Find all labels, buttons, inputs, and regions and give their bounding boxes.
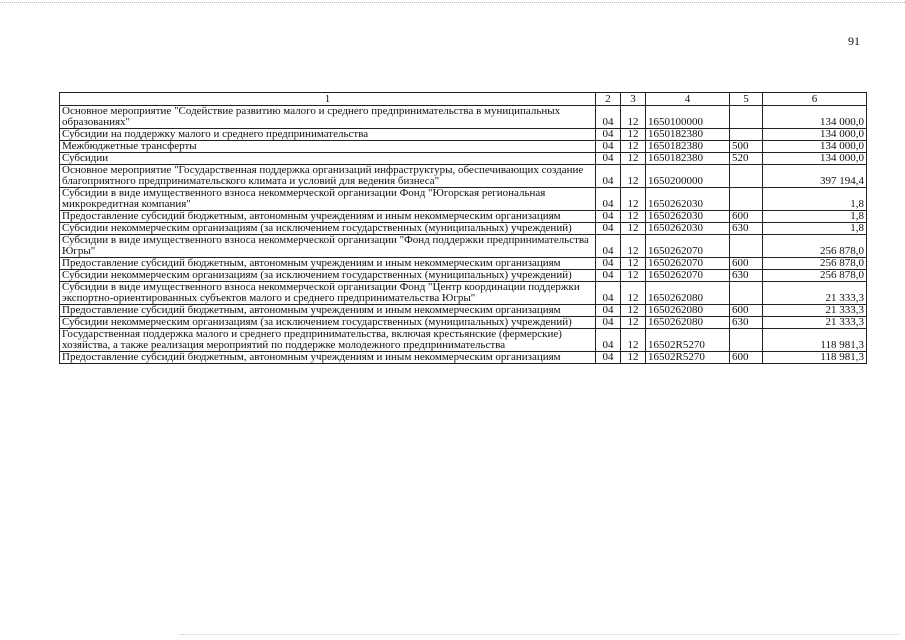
- row-section: 04: [596, 129, 621, 141]
- scan-noise-bottom: [180, 634, 900, 635]
- table-row: [60, 153, 867, 165]
- row-amount: 256 878,0: [763, 258, 867, 270]
- row-subsection: 12: [621, 165, 646, 188]
- row-section: 04: [596, 188, 621, 211]
- row-expense-type: 630: [730, 223, 763, 235]
- row-amount: 21 333,3: [763, 282, 867, 305]
- table-row: [60, 305, 867, 317]
- row-name: Субсидии в виде имущественного взноса некоммерческой организации "Фонд поддержки предпринимательства Югры": [60, 235, 596, 258]
- row-expense-type: [730, 235, 763, 258]
- row-expense-type: [730, 106, 763, 129]
- table-row: [60, 165, 867, 188]
- col-header-section: 2: [596, 93, 621, 106]
- row-expense-type: 600: [730, 352, 763, 364]
- row-expense-type: 630: [730, 270, 763, 282]
- row-amount: 134 000,0: [763, 129, 867, 141]
- row-expense-type: [730, 282, 763, 305]
- row-name: Государственная поддержка малого и среднего предпринимательства, включая крестьянские (фермерские) хозяйства, а также реализация мероприятий по поддержке молодежного предпринимательства: [60, 329, 596, 352]
- row-expense-type: 600: [730, 211, 763, 223]
- row-subsection: 12: [621, 129, 646, 141]
- row-amount: 134 000,0: [763, 106, 867, 129]
- table-row: [60, 270, 867, 282]
- row-amount: 118 981,3: [763, 352, 867, 364]
- row-amount: 134 000,0: [763, 141, 867, 153]
- row-section: 04: [596, 317, 621, 329]
- row-target-article: 1650262030: [646, 188, 730, 211]
- row-target-article: 1650262070: [646, 270, 730, 282]
- row-name: Основное мероприятие "Государственная поддержка организаций инфраструктуры, обеспечивающих создание благоприятного предпринимательского климата и условий для ведения бизнеса": [60, 165, 596, 188]
- row-name: Предоставление субсидий бюджетным, автономным учреждениям и иным некоммерческим организациям: [60, 352, 596, 364]
- row-expense-type: 520: [730, 153, 763, 165]
- row-expense-type: [730, 188, 763, 211]
- row-name: Субсидии в виде имущественного взноса некоммерческой организации Фонд "Центр координации поддержки экспортно-ориентированных субъектов малого и среднего предпринимательства Югры": [60, 282, 596, 305]
- row-subsection: 12: [621, 270, 646, 282]
- col-header-target-article: 4: [646, 93, 730, 106]
- row-subsection: 12: [621, 352, 646, 364]
- row-amount: 256 878,0: [763, 235, 867, 258]
- row-target-article: 1650262030: [646, 211, 730, 223]
- table-row: [60, 141, 867, 153]
- row-amount: 134 000,0: [763, 153, 867, 165]
- row-section: 04: [596, 141, 621, 153]
- table-row: [60, 188, 867, 211]
- table-row: [60, 223, 867, 235]
- table-row: [60, 235, 867, 258]
- table-row: [60, 258, 867, 270]
- row-subsection: 12: [621, 305, 646, 317]
- row-amount: 1,8: [763, 188, 867, 211]
- header-row: [60, 93, 867, 106]
- col-header-expense-type: 5: [730, 93, 763, 106]
- row-section: 04: [596, 153, 621, 165]
- row-target-article: 1650100000: [646, 106, 730, 129]
- row-subsection: 12: [621, 153, 646, 165]
- row-name: Субсидии: [60, 153, 596, 165]
- table-row: [60, 106, 867, 129]
- row-section: 04: [596, 282, 621, 305]
- table-row: [60, 317, 867, 329]
- row-target-article: 1650182380: [646, 153, 730, 165]
- row-target-article: 1650200000: [646, 165, 730, 188]
- row-target-article: 1650262080: [646, 317, 730, 329]
- table-row: [60, 352, 867, 364]
- row-subsection: 12: [621, 235, 646, 258]
- row-expense-type: 600: [730, 258, 763, 270]
- row-amount: 21 333,3: [763, 305, 867, 317]
- row-expense-type: [730, 165, 763, 188]
- page-number: 91: [848, 34, 860, 48]
- row-target-article: 1650262070: [646, 235, 730, 258]
- row-target-article: 1650262070: [646, 258, 730, 270]
- row-subsection: 12: [621, 223, 646, 235]
- col-header-subsection: 3: [621, 93, 646, 106]
- row-expense-type: 630: [730, 317, 763, 329]
- budget-table: [59, 92, 867, 364]
- row-section: 04: [596, 258, 621, 270]
- row-name: Межбюджетные трансферты: [60, 141, 596, 153]
- row-name: Субсидии на поддержку малого и среднего предпринимательства: [60, 129, 596, 141]
- row-subsection: 12: [621, 106, 646, 129]
- scan-noise-top: [0, 2, 905, 3]
- row-name: Субсидии некоммерческим организациям (за исключением государственных (муниципальных) учреждений): [60, 317, 596, 329]
- row-amount: 118 981,3: [763, 329, 867, 352]
- row-target-article: 1650262030: [646, 223, 730, 235]
- row-target-article: 1650262080: [646, 305, 730, 317]
- row-amount: 1,8: [763, 223, 867, 235]
- row-target-article: 16502R5270: [646, 352, 730, 364]
- table-row: [60, 211, 867, 223]
- row-name: Предоставление субсидий бюджетным, автономным учреждениям и иным некоммерческим организациям: [60, 258, 596, 270]
- row-name: Субсидии некоммерческим организациям (за исключением государственных (муниципальных) учреждений): [60, 270, 596, 282]
- row-section: 04: [596, 211, 621, 223]
- row-expense-type: [730, 329, 763, 352]
- row-name: Основное мероприятие "Содействие развитию малого и среднего предпринимательства в муниципальных образованиях": [60, 106, 596, 129]
- row-expense-type: 500: [730, 141, 763, 153]
- row-amount: 1,8: [763, 211, 867, 223]
- row-amount: 21 333,3: [763, 317, 867, 329]
- row-section: 04: [596, 235, 621, 258]
- row-name: Предоставление субсидий бюджетным, автономным учреждениям и иным некоммерческим организациям: [60, 305, 596, 317]
- row-subsection: 12: [621, 317, 646, 329]
- row-section: 04: [596, 223, 621, 235]
- row-subsection: 12: [621, 258, 646, 270]
- row-name: Предоставление субсидий бюджетным, автономным учреждениям и иным некоммерческим организациям: [60, 211, 596, 223]
- row-section: 04: [596, 305, 621, 317]
- row-amount: 397 194,4: [763, 165, 867, 188]
- row-name: Субсидии некоммерческим организациям (за исключением государственных (муниципальных) учреждений): [60, 223, 596, 235]
- table-row: [60, 329, 867, 352]
- row-target-article: 1650262080: [646, 282, 730, 305]
- col-header-name: 1: [60, 93, 596, 106]
- row-section: 04: [596, 165, 621, 188]
- row-name: Субсидии в виде имущественного взноса некоммерческой организации Фонд "Югорская региональная микрокредитная компания": [60, 188, 596, 211]
- row-subsection: 12: [621, 329, 646, 352]
- row-section: 04: [596, 106, 621, 129]
- row-target-article: 16502R5270: [646, 329, 730, 352]
- row-subsection: 12: [621, 141, 646, 153]
- row-subsection: 12: [621, 282, 646, 305]
- row-target-article: 1650182380: [646, 141, 730, 153]
- table-row: [60, 282, 867, 305]
- row-section: 04: [596, 329, 621, 352]
- row-subsection: 12: [621, 188, 646, 211]
- row-amount: 256 878,0: [763, 270, 867, 282]
- row-target-article: 1650182380: [646, 129, 730, 141]
- row-expense-type: 600: [730, 305, 763, 317]
- row-subsection: 12: [621, 211, 646, 223]
- row-section: 04: [596, 352, 621, 364]
- row-expense-type: [730, 129, 763, 141]
- row-section: 04: [596, 270, 621, 282]
- table-row: [60, 129, 867, 141]
- col-header-amount: 6: [763, 93, 867, 106]
